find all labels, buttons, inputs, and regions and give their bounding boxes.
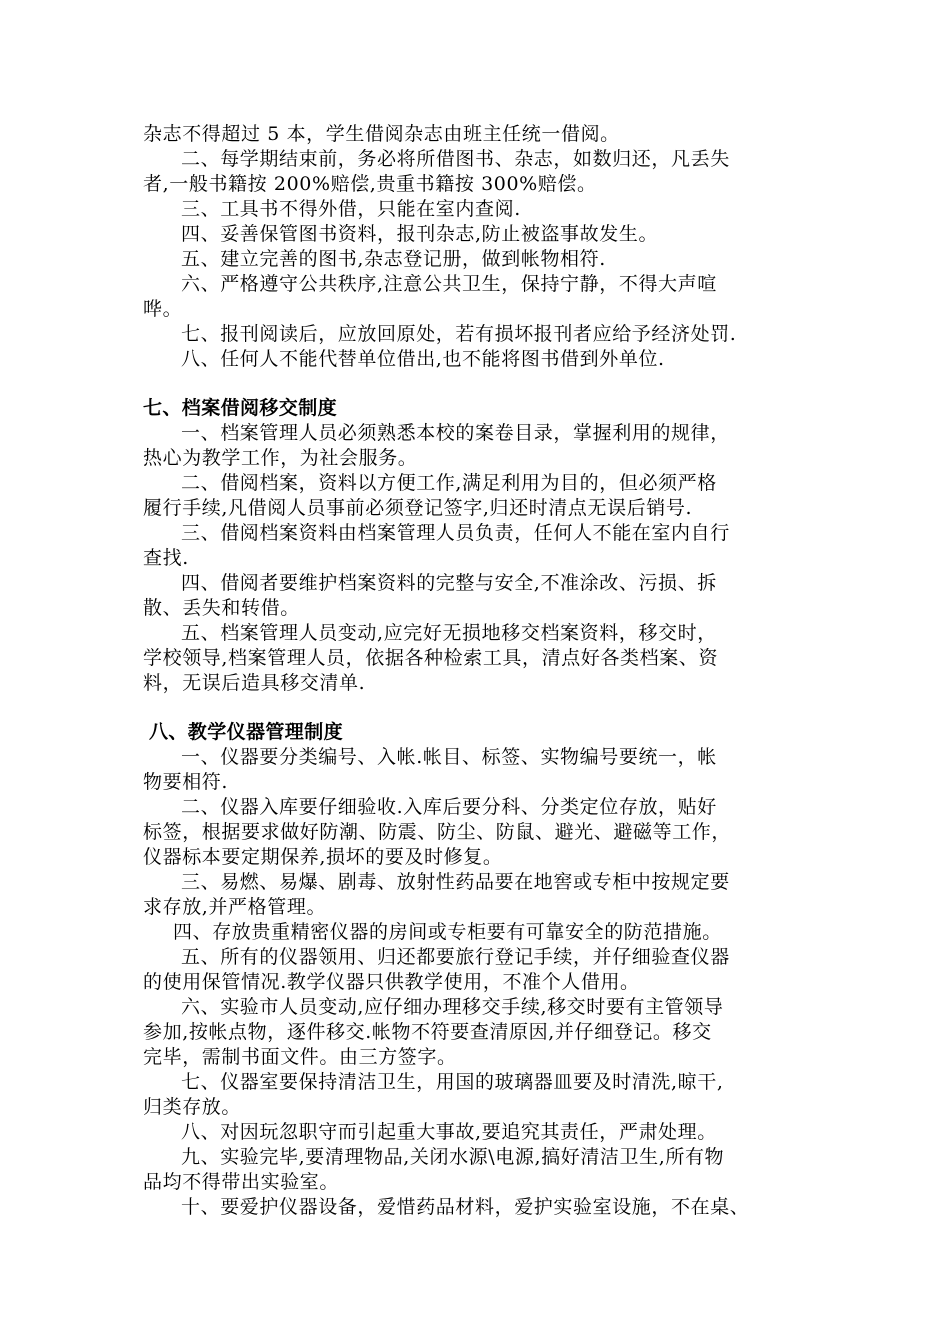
paragraph-line: 杂志不得超过 5 本，学生借阅杂志由班主任统一借阅。 [143,123,620,145]
paragraph-line: 热心为教学工作，为社会服务。 [143,447,418,469]
paragraph-line: 归类存放。 [143,1096,242,1118]
paragraph-line: 参加,按帐点物，逐件移交.帐物不符要查清原因,并仔细登记。移交 [143,1021,712,1043]
section-spacer [143,372,815,396]
paragraph-line: 五、所有的仪器领用、归还都要旅行登记手续，并仔细验查仪器 [181,946,730,968]
section-heading: 八、教学仪器管理制度 [149,721,344,743]
paragraph-line: 二、每学期结束前，务必将所借图书、杂志，如数归还，凡丢失 [181,148,730,170]
paragraph-line: 六、严格遵守公共秩序,注意公共卫生，保持宁静，不得大声喧 [181,273,717,295]
paragraph-line: 一、档案管理人员必须熟悉本校的案卷目录，掌握利用的规律， [181,422,730,444]
paragraph-line: 标签，根据要求做好防潮、防震、防尘、防鼠、避光、避磁等工作， [143,821,732,843]
paragraph-line: 七、仪器室要保持清洁卫生，用国的玻璃器皿要及时清洗,晾干, [181,1071,724,1093]
paragraph-line: 二、仪器入库要仔细验收.入库后要分科、分类定位存放，贴好 [181,796,717,818]
paragraph-line: 仪器标本要定期保养,损坏的要及时修复。 [143,846,503,868]
paragraph-line: 四、借阅者要维护档案资料的完整与安全,不准涂改、污损、拆 [181,572,717,594]
paragraph-line: 学校领导,档案管理人员，依据各种检索工具，清点好各类档案、资 [143,647,719,669]
paragraph-line: 者,一般书籍按 200%赔偿,贵重书籍按 300%赔偿。 [143,173,597,195]
section-spacer [143,696,815,720]
paragraph-line: 五、档案管理人员变动,应完好无损地移交档案资料，移交时， [181,622,717,644]
paragraph-line: 五、建立完善的图书,杂志登记册，做到帐物相符. [181,248,606,270]
paragraph-line: 九、实验完毕,要清理物品,关闭水源\电源,搞好清洁卫生,所有物 [181,1146,725,1168]
paragraph-line: 七、报刊阅读后，应放回原处，若有损坏报刊者应给予经济处罚. [181,323,737,345]
paragraph-line: 三、工具书不得外借，只能在室内查阅. [181,198,521,220]
paragraph-line: 八、对因玩忽职守而引起重大事故,要追究其责任，严肃处理。 [181,1121,717,1143]
paragraph-line: 四、存放贵重精密仪器的房间或专柜要有可靠安全的防范措施。 [173,921,722,943]
section-heading: 七、档案借阅移交制度 [143,397,338,419]
document-body [143,122,815,1220]
paragraph-line: 三、借阅档案资料由档案管理人员负责，任何人不能在室内自行 [181,522,730,544]
paragraph-line: 四、妥善保管图书资料，报刊杂志,防止被盗事故发生。 [181,223,659,245]
paragraph-line: 物要相符. [143,771,229,793]
paragraph-line: 散、丢失和转借。 [143,597,300,619]
paragraph-line: 完毕，需制书面文件。由三方签字。 [143,1046,457,1068]
paragraph-line: 二、借阅档案，资料以方便工作,满足利用为目的，但必须严格 [181,472,717,494]
paragraph-line: 品均不得带出实验室。 [143,1171,340,1193]
paragraph-line: 哗。 [143,298,183,320]
paragraph-line: 六、实验市人员变动,应仔细办理移交手续,移交时要有主管领导 [181,996,724,1018]
paragraph-line: 一、仪器要分类编号、入帐.帐目、标签、实物编号要统一，帐 [181,746,717,768]
paragraph-line: 查找. [143,547,189,569]
paragraph-line: 八、任何人不能代替单位借出,也不能将图书借到外单位. [181,348,665,370]
paragraph-line: 料，无误后造具移交清单. [143,672,366,694]
paragraph-line: 三、易燃、易爆、剧毒、放射性药品要在地窖或专柜中按规定要 [181,871,730,893]
paragraph-line: 履行手续,凡借阅人员事前必须登记签字,归还时清点无误后销号. [143,497,693,519]
paragraph-line: 的使用保管情况.教学仪器只供教学使用，不准个人借用。 [143,971,640,993]
paragraph-line: 十、要爱护仪器设备，爱惜药品材料，爱护实验室设施，不在桌、 [181,1196,750,1218]
paragraph-line: 求存放,并严格管理。 [143,896,327,918]
